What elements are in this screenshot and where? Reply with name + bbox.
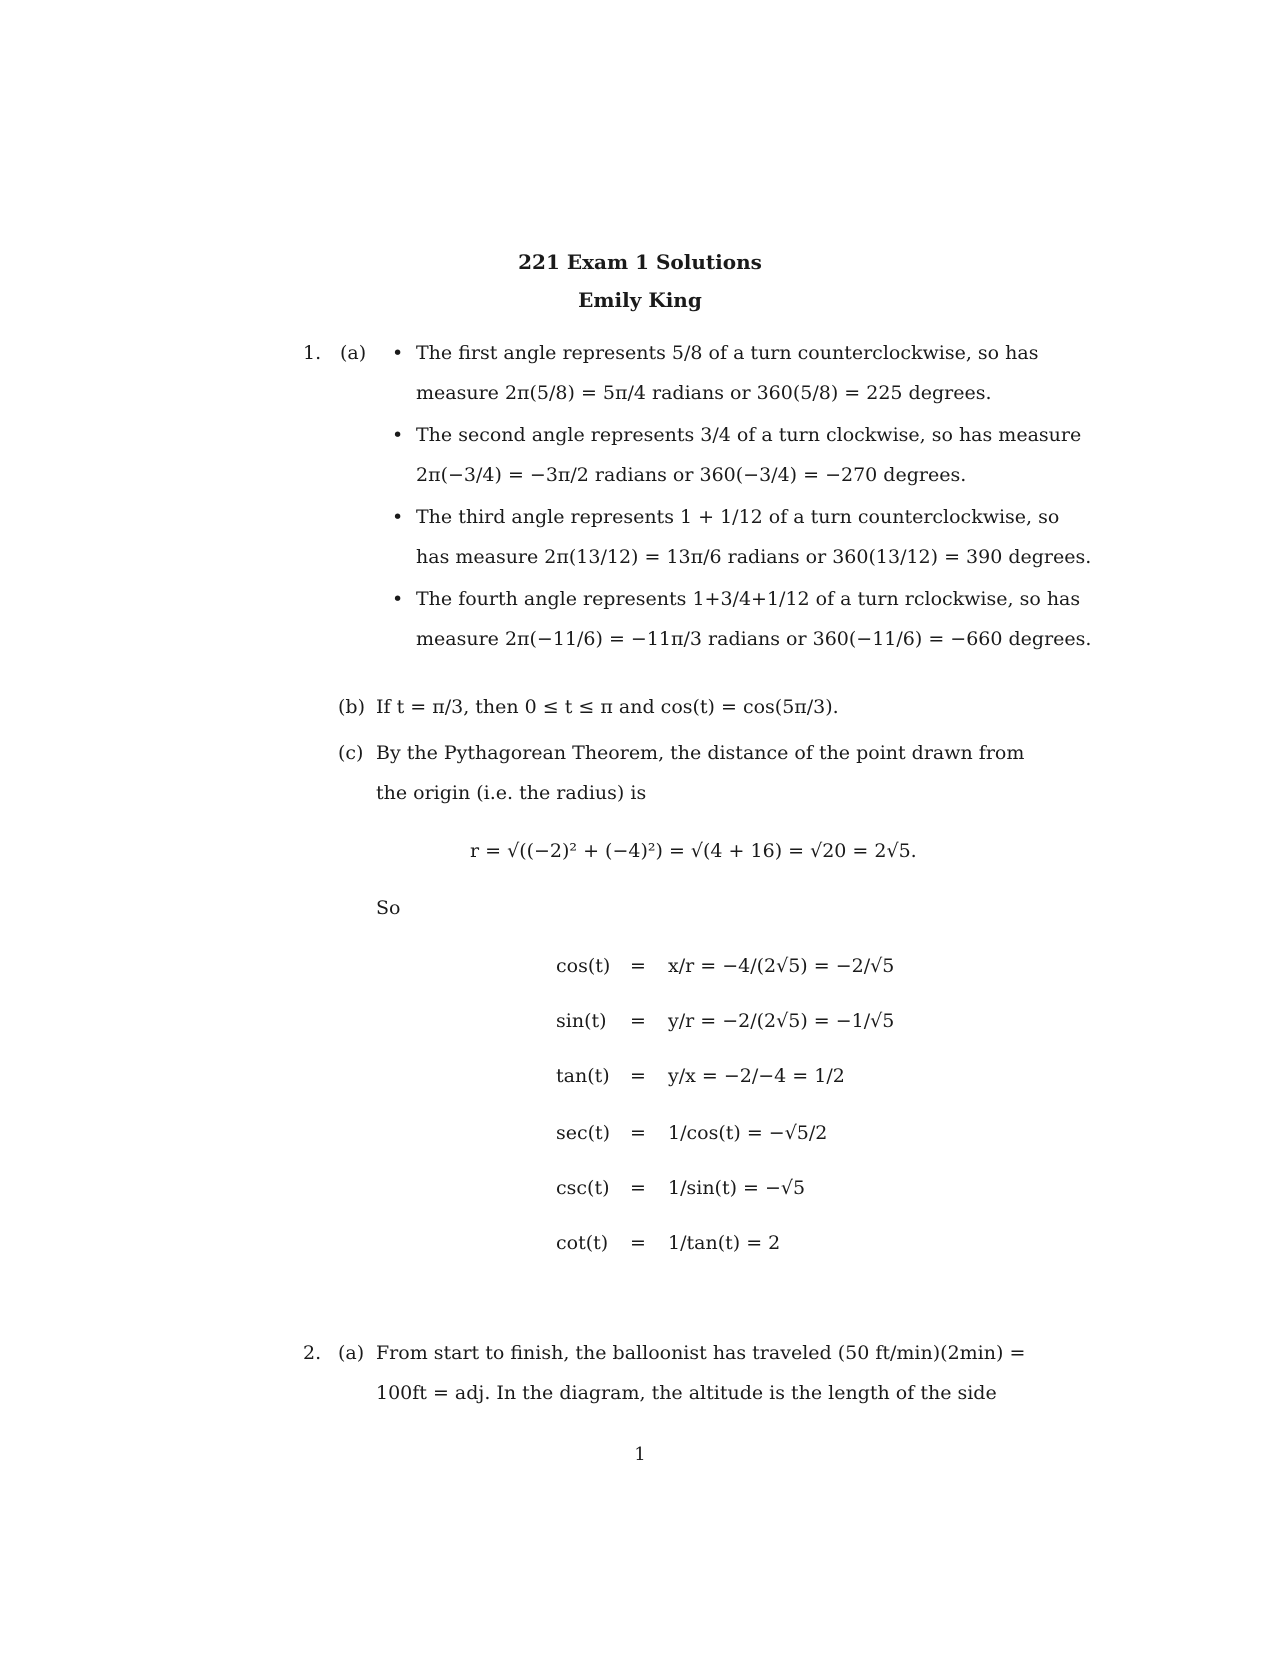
problem-2a-line-1: From start to finish, the balloonist has traveled (50 ft/min)(2min) = xyxy=(376,1342,1026,1364)
bullet-4-line-2: measure 2π(−11/6) = −11π/3 radians or 360(−11/6) = −660 degrees. xyxy=(416,628,1092,650)
problem-1a-label: (a) xyxy=(340,342,367,364)
equals-sign: = xyxy=(630,1232,646,1254)
trig-fn-sin: sin(t) xyxy=(556,1010,607,1032)
trig-rhs-cot: 1/tan(t) = 2 xyxy=(668,1232,781,1254)
trig-rhs-csc: 1/sin(t) = −√5 xyxy=(668,1177,806,1199)
trig-rhs-sin: y/r = −2/(2√5) = −1/√5 xyxy=(668,1010,895,1032)
so-label: So xyxy=(376,897,401,919)
bullet-3-line-1: The third angle represents 1 + 1/12 of a turn counterclockwise, so xyxy=(416,506,1060,528)
problem-2a-line-2: 100ft = adj. In the diagram, the altitude is the length of the side xyxy=(376,1382,997,1404)
trig-fn-tan: tan(t) xyxy=(556,1065,610,1087)
equals-sign: = xyxy=(630,1122,646,1144)
trig-rhs-tan: y/x = −2/−4 = 1/2 xyxy=(668,1065,845,1087)
trig-fn-cos: cos(t) xyxy=(556,955,611,977)
problem-1c-label: (c) xyxy=(338,742,364,764)
problem-2-number: 2. xyxy=(303,1342,322,1364)
bullet-2-line-2: 2π(−3/4) = −3π/2 radians or 360(−3/4) = −270 degrees. xyxy=(416,464,967,486)
bullet-2: • xyxy=(392,424,404,446)
radius-equation: r = √((−2)² + (−4)²) = √(4 + 16) = √20 = 2√5. xyxy=(470,840,917,862)
equals-sign: = xyxy=(630,1177,646,1199)
problem-1-number: 1. xyxy=(303,342,322,364)
page-number: 1 xyxy=(634,1444,646,1465)
bullet-4-line-1: The fourth angle represents 1+3/4+1/12 of a turn rclockwise, so has xyxy=(416,588,1081,610)
document-author: Emily King xyxy=(578,288,702,312)
trig-rhs-cos: x/r = −4/(2√5) = −2/√5 xyxy=(668,955,895,977)
bullet-4: • xyxy=(392,588,404,610)
equals-sign: = xyxy=(630,955,646,977)
problem-2a-label: (a) xyxy=(338,1342,365,1364)
bullet-3: • xyxy=(392,506,404,528)
document-title: 221 Exam 1 Solutions xyxy=(518,250,762,274)
bullet-3-line-2: has measure 2π(13/12) = 13π/6 radians or 360(13/12) = 390 degrees. xyxy=(416,546,1092,568)
trig-fn-csc: csc(t) xyxy=(556,1177,610,1199)
bullet-1-line-2: measure 2π(5/8) = 5π/4 radians or 360(5/8) = 225 degrees. xyxy=(416,382,992,404)
equals-sign: = xyxy=(630,1010,646,1032)
bullet-1: • xyxy=(392,342,404,364)
trig-rhs-sec: 1/cos(t) = −√5/2 xyxy=(668,1122,828,1144)
equals-sign: = xyxy=(630,1065,646,1087)
bullet-2-line-1: The second angle represents 3/4 of a turn clockwise, so has measure xyxy=(416,424,1082,446)
trig-fn-sec: sec(t) xyxy=(556,1122,611,1144)
problem-1b-text: If t = π/3, then 0 ≤ t ≤ π and cos(t) = cos(5π/3). xyxy=(376,696,839,718)
problem-1c-line-1: By the Pythagorean Theorem, the distance of the point drawn from xyxy=(376,742,1025,764)
bullet-1-line-1: The first angle represents 5/8 of a turn counterclockwise, so has xyxy=(416,342,1039,364)
trig-fn-cot: cot(t) xyxy=(556,1232,609,1254)
problem-1b-label: (b) xyxy=(338,696,365,718)
problem-1c-line-2: the origin (i.e. the radius) is xyxy=(376,782,647,804)
